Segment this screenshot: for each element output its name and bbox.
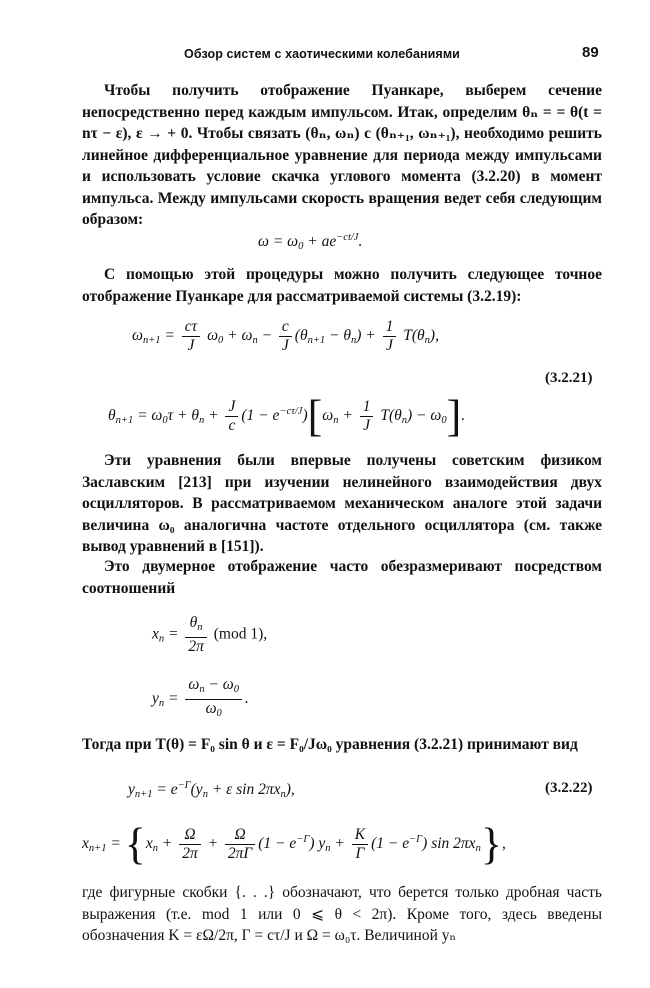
equation-y-definition: $y_n$ = $\frac{\omega_n - \omega_0}{\omega_0}$ . xyxy=(152,676,249,719)
paragraph-poincare-section xyxy=(82,80,602,231)
paragraph-text: Чтобы получить отображение Пуанкаре, выберем сечение непосредственно перед каждым импульсом. Итак, определим θₙ = = θ(t = nτ − ε), ε → + 0. Чтобы связать (θₙ, ωₙ) с (θₙ₊₁, ωₙ₊₁), необходимо решить линейное дифференциальное уравнение для периода между импульсами и использовать условие скачка углового момента (3.2.20) в момент импульса. Между импульсами скорость вращения ведет себя следующим образом: xyxy=(82,82,602,228)
equation-omega: $\omega = \omega_0 + ae^{-ct/J}$. xyxy=(258,232,363,252)
paragraph-zaslavsky xyxy=(82,450,602,558)
paragraph-exact-map xyxy=(82,264,602,307)
paragraph-fractional-part xyxy=(82,882,602,947)
equation-theta-map: $\theta_{n+1} = \omega_0\tau + \theta_n$ + $\frac{J}{c}$ $(1 - e^{-c\tau/J})[\omega_n$ + $\frac{1}{J}$ $T(\theta_n) - \omega_0$]. xyxy=(108,391,466,441)
paragraph-text: Тогда при T(θ) = F₀ sin θ и ε = F₀/Jω₀ уравнения (3.2.21) принимают вид xyxy=(82,736,578,753)
paragraph-then xyxy=(82,734,602,756)
equation-x-map: $x_{n+1} = \{x_n$ + $\frac{\Omega}{2\pi}$ + $\frac{\Omega}{2\pi\Gamma}$ $(1 - e^{-\Gamma})$ $y_n$ + $\frac{K}{\Gamma}$ $(1 - e^{-\Gamma})$ $\sin 2\pi x_n$}, xyxy=(82,819,506,869)
paragraph-text: С помощью этой процедуры можно получить следующее точное отображение Пуанкаре для рассматриваемой системы (3.2.19): xyxy=(82,266,602,305)
equation-number-3221: (3.2.21) xyxy=(545,370,593,386)
equation-x-definition: $x_n$ = $\frac{\theta_n}{2\pi}$ (mod 1), xyxy=(152,614,268,655)
paragraph-text: где фигурные скобки {. . .} обозначают, что берется только дробная часть выражения (т.е. mod 1 или 0 ⩽ θ < 2π). Кроме того, здесь введены обозначения K = εΩ/2π, Γ = cτ/J и Ω = ω₀τ. Величиной yₙ xyxy=(82,884,602,944)
paragraph-dimensionless xyxy=(82,556,602,599)
paragraph-text: Эти уравнения были впервые получены советским физиком Заславским [213] при изучении нелинейного взаимодействия двух осцилляторов. В рассматриваемом механическом аналоге этой задачи величина ω₀ аналогична частоте отдельного осциллятора (см. также вывод уравнений в [151]). xyxy=(82,452,602,555)
paragraph-text: Это двумерное отображение часто обезразмеривают посредством соотношений xyxy=(82,558,602,597)
running-head: Обзор систем с хаотическими колебаниями xyxy=(184,47,460,61)
page-number: 89 xyxy=(582,44,599,61)
equation-omega-map: $\omega_{n+1}$ = $\frac{c\tau}{J}$ $\omega_0 + \omega_n$ − $\frac{c}{J}$ $(\theta_{n+1} - \theta_n)$ + $\frac{1}{J}$ $T(\theta_n)$, xyxy=(132,318,439,354)
equation-y-map: $y_{n+1} = e^{-\Gamma}(y_n + \varepsilon$ $\sin 2\pi x_n$), xyxy=(128,780,295,800)
equation-number-3222: (3.2.22) xyxy=(545,780,593,796)
